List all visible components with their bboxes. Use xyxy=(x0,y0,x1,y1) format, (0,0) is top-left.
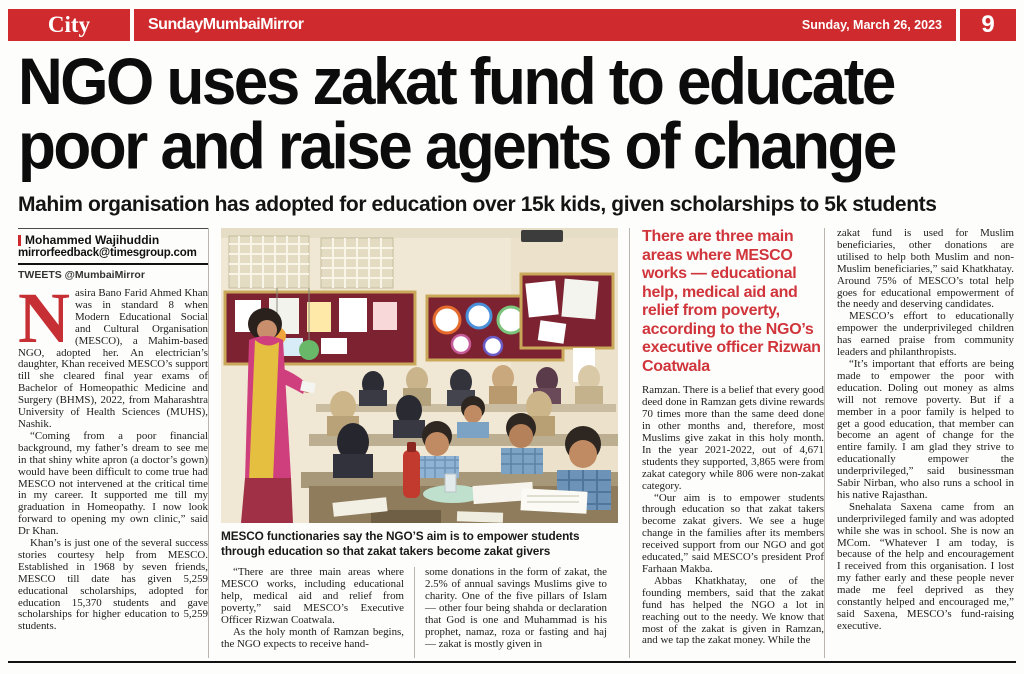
paragraph: Ramzan. There is a belief that every good deed done in Ramzan gets divine rewards 70 times more than the same deed done in other months and, therefore, most Muslims give zakat in this holy month. In the year 2021-2022, out of 4,671 students they supported, 3,865 were from zakat category while 806 were non-zakat category. xyxy=(642,384,824,492)
paragraph: “Our aim is to empower students through education so that zakat takers become zakat givers. We see a huge change in the families after its members received support from our NGO and got educated,” said MESCO’s president Prof Farhaan Makba. xyxy=(642,491,824,575)
article-photo xyxy=(221,228,618,523)
photo-caption: MESCO functionaries say the NGO’S aim is to empower students through education so that zakat takers become zakat givers xyxy=(221,529,580,559)
byline-email: mirrorfeedback@timesgroup.com xyxy=(18,247,208,265)
column-5 xyxy=(824,228,1014,658)
masthead xyxy=(8,9,1016,41)
section-label-text: City xyxy=(47,12,91,37)
column-2 xyxy=(221,567,414,658)
masthead-bar xyxy=(134,9,956,41)
paragraph: “Coming from a poor financial background, my father’s dream to see me in that shiny white apron (a doctor’s gown) would have been difficult to come true had MESCO not intervened at the critical time in my career. It supported me till my graduation in Homeopathy. I now look forward to opening my own clinic,” said Dr Khan. xyxy=(18,429,208,538)
byline-author: Mohammed Wajihuddin xyxy=(25,233,160,247)
paragraph: Snehalata Saxena came from an underprivileged family and was adopted while she was in school. She is now an MCom. “Whatever I am today, is because of the help and encouragement I received from this organisation. I lost my father early and these people never made me feel deprived as they constantly helped and encouraged me,” said Saxena, MESCO’s fund-raising executive. xyxy=(837,500,1014,632)
column-3 xyxy=(414,567,607,658)
mid-text-columns xyxy=(221,567,617,658)
pull-quote: There are three main areas where MESCO works — educational help, medical aid and relief from poverty, according to the NGO’s executive officer Rizwan Coatwala xyxy=(642,228,821,375)
paragraph: Khan’s is just one of the several success stories courtesy help from MESCO. Established in 1968 by seven friends, MESCO till date has given 5,259 educational scholarships, adopted for education 15,370 students and gave scholarships for higher education to 5,259 students. xyxy=(18,537,208,633)
headline-line1: NGO uses zakat fund to educate xyxy=(18,45,894,119)
byline-accent-bar xyxy=(18,235,21,246)
paragraph: zakat fund is used for Muslim beneficiaries, other donations are utilised to help both Muslim and non-Muslim beneficiaries,” said Khatkhatay. Around 75% of MESCO’s total help goes for educational empowerment of the needy and deserving candidates. xyxy=(837,228,1014,311)
paragraph: As the holy month of Ramzan begins, the NGO expects to receive hand- xyxy=(221,625,404,650)
paragraph: Abbas Khatkhatay, one of the founding members, said that the zakat fund has helped the NGO a lot in reaching out to the needy. We know that most of the zakat is given in Ramzan, and we tap the zakat money. While the xyxy=(642,574,824,647)
headline-line2: poor and raise agents of change xyxy=(18,110,895,184)
column-1 xyxy=(18,228,208,658)
paragraph: “It’s important that efforts are being made to empower the poor with education. Doling out money as alms will not remove poverty. But if a member in a poor family is helped to get a good education, that member can become an agent of change for the entire family. I am glad they strive to educationally empower the underprivileged,” said businessman Sabir Nirban, who also runs a school in his native Rajasthan. xyxy=(837,357,1014,501)
headline xyxy=(18,45,1014,184)
section-label xyxy=(8,9,130,41)
article-body xyxy=(18,228,1016,658)
photo-column xyxy=(208,228,629,658)
byline-author-row xyxy=(18,233,208,247)
drop-cap: N xyxy=(18,278,70,358)
paragraph: some donations in the form of zakat, the 2.5% of annual savings Muslims give to charity. One of the five pillars of Islam — other four being shahda or declaration that God is one and Muhammad is his prophet, namaz, roza or fasting and haj — zakat is mostly given in xyxy=(425,566,607,650)
paragraph: “There are three main areas where MESCO works, including educational help, medical aid and relief from poverty,” said MESCO’s Executive Officer Rizwan Coatwala. xyxy=(221,566,404,626)
byline-block xyxy=(18,228,208,281)
projector-box xyxy=(521,230,563,242)
bottom-rule xyxy=(8,661,1016,663)
paragraph-text: asira Bano Farid Ahmed Khan was in standard 8 when Modern Educational Social and Cultural Organisation (MESCO), a Mahim-based NGO, adopted her. An electrician’s daughter, Khan received MESCO’s support till she cleared final year exams of Bachelor of Homeopathic Medicine and Surgery (BHMS), 2022, from Maharashtra University of Health Sciences (MUHS), Nashik. xyxy=(18,287,208,430)
paragraph: MESCO’s effort to educationally empower the underprivileged children has earned praise from community leaders and philanthropists. xyxy=(837,310,1014,359)
page-number: 9 xyxy=(960,9,1016,41)
classroom-illustration xyxy=(221,228,618,523)
column-4 xyxy=(629,228,824,658)
paragraph xyxy=(18,278,208,431)
subheadline: Mahim organisation has adopted for education over 15k kids, given scholarships to 5k students xyxy=(18,193,937,216)
issue-date: Sunday, March 26, 2023 xyxy=(801,18,942,32)
byline-tweets: TWEETS @MumbaiMirror xyxy=(18,269,145,281)
paper-title: SundayMumbaiMirror xyxy=(148,16,304,33)
